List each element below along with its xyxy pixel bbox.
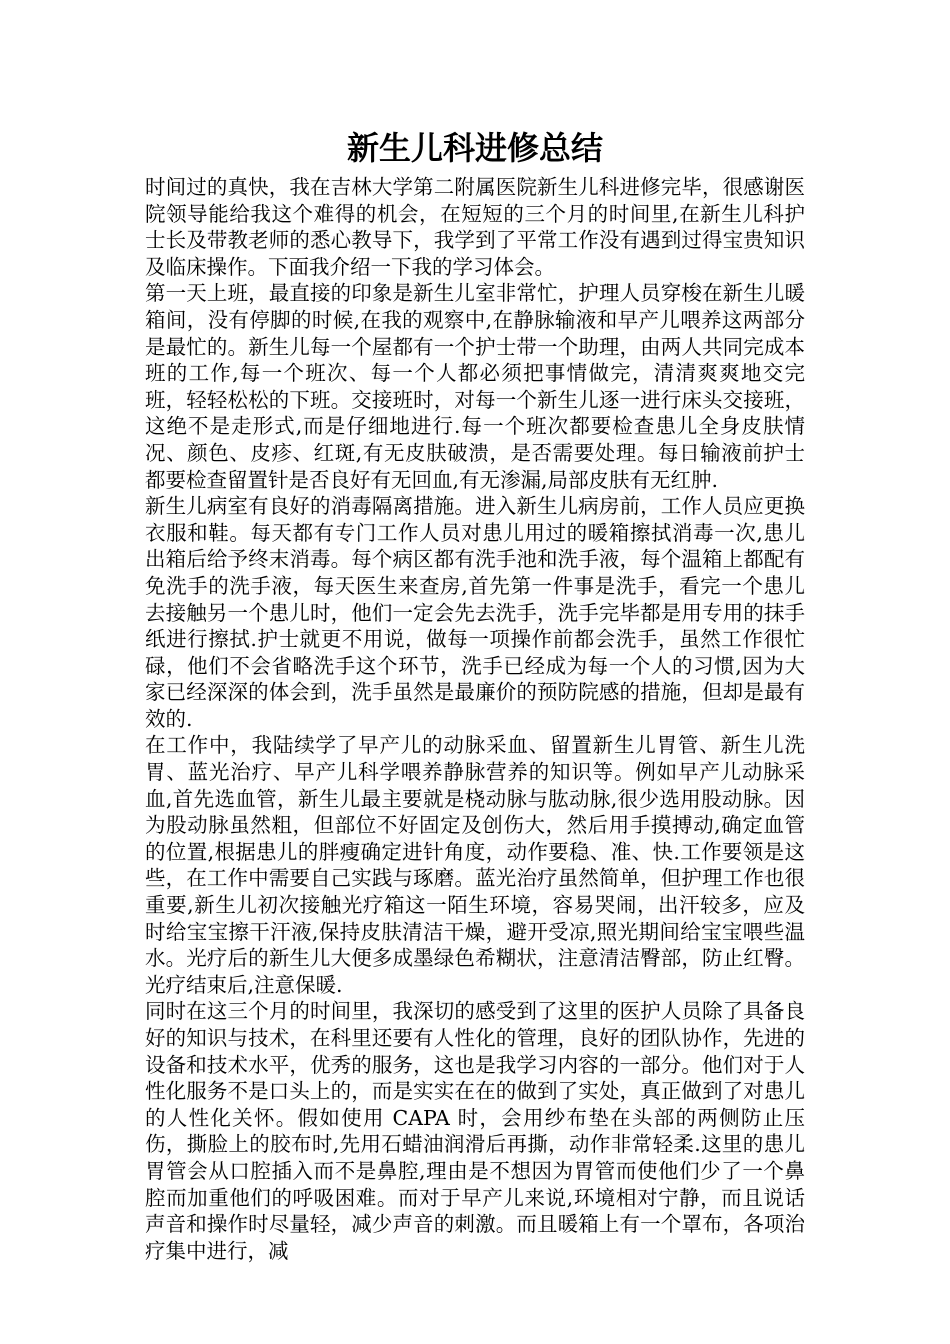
paragraph-disinfection: 新生儿病室有良好的消毒隔离措施。进入新生儿病房前，工作人员应更换衣服和鞋。每天都有专门工作人员对患儿用过的暖箱擦拭消毒一次,患儿出箱后给予终末消毒。每个病区都有洗手池和洗手液，每个温箱上都配有免洗手的洗手液，每天医生来查房,首先第一件事是洗手，看完一个患儿去接触另一个患儿时，他们一定会先去洗手，洗手完毕都是用专用的抹手纸进行擦拭.护士就更不用说，做每一项操作前都会洗手，虽然工作很忙碌，他们不会省略洗手这个环节，洗手已经成为每一个人的习惯,因为大家已经深深的体会到，洗手虽然是最廉价的预防院感的措施，但却是最有效的. [145, 494, 805, 731]
paragraph-humanized-care: 同时在这三个月的时间里，我深切的感受到了这里的医护人员除了具备良好的知识与技术，在科里还要有人性化的管理，良好的团队协作，先进的设备和技术水平，优秀的服务，这也是我学习内容的一部分。他们对于人性化服务不是口头上的，而是实实在在的做到了实处，真正做到了对患儿的人性化关怀。假如使用 CAPA 时，会用纱布垫在头部的两侧防止压伤，撕脸上的胶布时,先用石蜡油润滑后再撕，动作非常轻柔.这里的患儿胃管会从口腔插入而不是鼻腔,理由是不想因为胃管而使他们少了一个鼻腔而加重他们的呼吸困难。而对于早产儿来说,环境相对宁静，而且说话声音和操作时尽量轻，减少声音的刺激。而且暖箱上有一个罩布，各项治疗集中进行，减 [145, 999, 805, 1263]
paragraph-first-day: 第一天上班，最直接的印象是新生儿室非常忙，护理人员穿梭在新生儿暖箱间，没有停脚的时候,在我的观察中,在静脉输液和早产儿喂养这两部分是最忙的。新生儿每一个屋都有一个护士带一个助理，由两人共同完成本班的工作,每一个班次、每一个人都必须把事情做完，清清爽爽地交完班，轻轻松松的下班。交接班时，对每一个新生儿逐一进行床头交接班，这绝不是走形式,而是仔细地进行.每一个班次都要检查患儿全身皮肤情况、颜色、皮疹、红斑,有无皮肤破溃，是否需要处理。每日输液前护士都要检查留置针是否良好有无回血,有无渗漏,局部皮肤有无红肿. [145, 281, 805, 492]
paragraph-intro: 时间过的真快，我在吉林大学第二附属医院新生儿科进修完毕，很感谢医院领导能给我这个难得的机会，在短短的三个月的时间里,在新生儿科护士长及带教老师的悉心教导下，我学到了平常工作没有遇到过得宝贵知识及临床操作。下面我介绍一下我的学习体会。 [145, 175, 805, 279]
paragraph-skills: 在工作中，我陆续学了早产儿的动脉采血、留置新生儿胃管、新生儿洗胃、蓝光治疗、早产儿科学喂养静脉营养的知识等。例如早产儿动脉采血,首先选血管，新生儿最主要就是桡动脉与肱动脉,很少选用股动脉。因为股动脉虽然粗，但部位不好固定及创伤大，然后用手摸搏动,确定血管的位置,根据患儿的胖瘦确定进针角度，动作要稳、准、快.工作要领是这些，在工作中需要自己实践与琢磨。蓝光治疗虽然简单，但护理工作也很重要,新生儿初次接触光疗箱这一陌生环境，容易哭闹，出汗较多，应及时给宝宝擦干汗液,保持皮肤清洁干燥，避开受凉,照光期间给宝宝喂些温水。光疗后的新生儿大便多成墨绿色希糊状，注意清洁臀部，防止红臀。光疗结束后,注意保暖. [145, 733, 805, 997]
document-title: 新生儿科进修总结 [346, 129, 603, 167]
document-body [145, 174, 805, 1264]
